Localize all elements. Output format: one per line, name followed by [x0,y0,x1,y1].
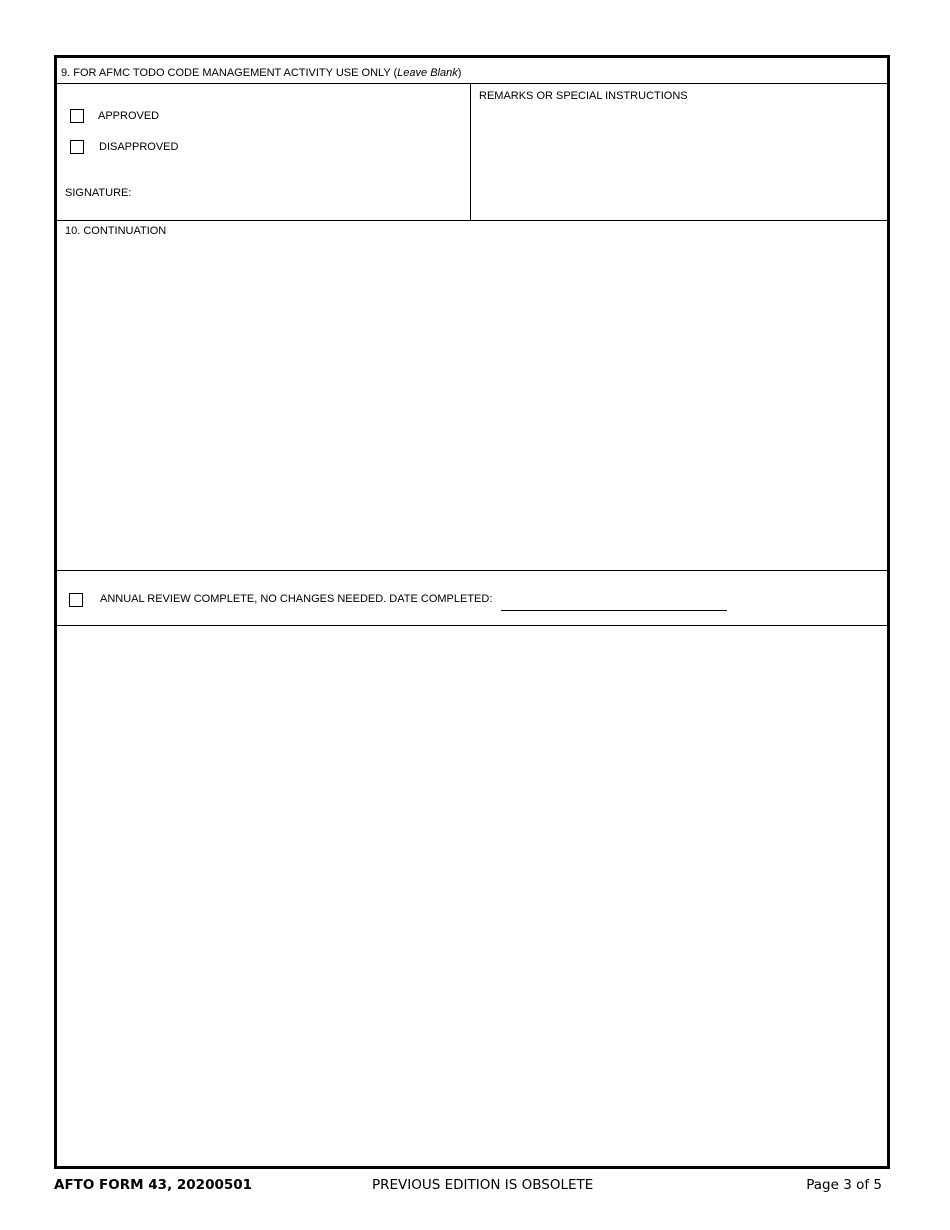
section9-header [61,67,461,79]
annual-review-checkbox[interactable] [69,593,83,607]
approved-label: APPROVED [98,110,160,122]
annual-review-label: ANNUAL REVIEW COMPLETE, NO CHANGES NEEDED. DATE COMPLETED: [100,593,493,605]
section9-header-text: 9. FOR AFMC TODO CODE MANAGEMENT ACTIVITY USE ONLY ( [61,67,398,79]
form-border [54,55,890,1169]
remarks-field[interactable] [471,84,887,220]
form-id: AFTO FORM 43, 20200501 [54,1177,253,1193]
blank-area [57,626,887,1166]
section9-header-italic: Leave Blank [397,67,458,79]
section9-header-row [57,58,887,84]
approved-checkbox[interactable] [70,109,84,123]
remarks-label: REMARKS OR SPECIAL INSTRUCTIONS [479,90,688,102]
edition-note: PREVIOUS EDITION IS OBSOLETE [372,1177,594,1193]
disapproved-label: DISAPPROVED [99,141,179,153]
disapproved-checkbox[interactable] [70,140,84,154]
date-completed-field[interactable] [501,610,727,611]
annual-review-row [57,571,887,626]
signature-label: SIGNATURE: [65,187,132,199]
approval-column [57,84,471,220]
continuation-label: 10. CONTINUATION [65,225,167,237]
continuation-field[interactable] [57,221,887,571]
page-number: Page 3 of 5 [806,1177,882,1193]
section9-header-close: ) [457,67,462,79]
section9-body [57,84,887,221]
